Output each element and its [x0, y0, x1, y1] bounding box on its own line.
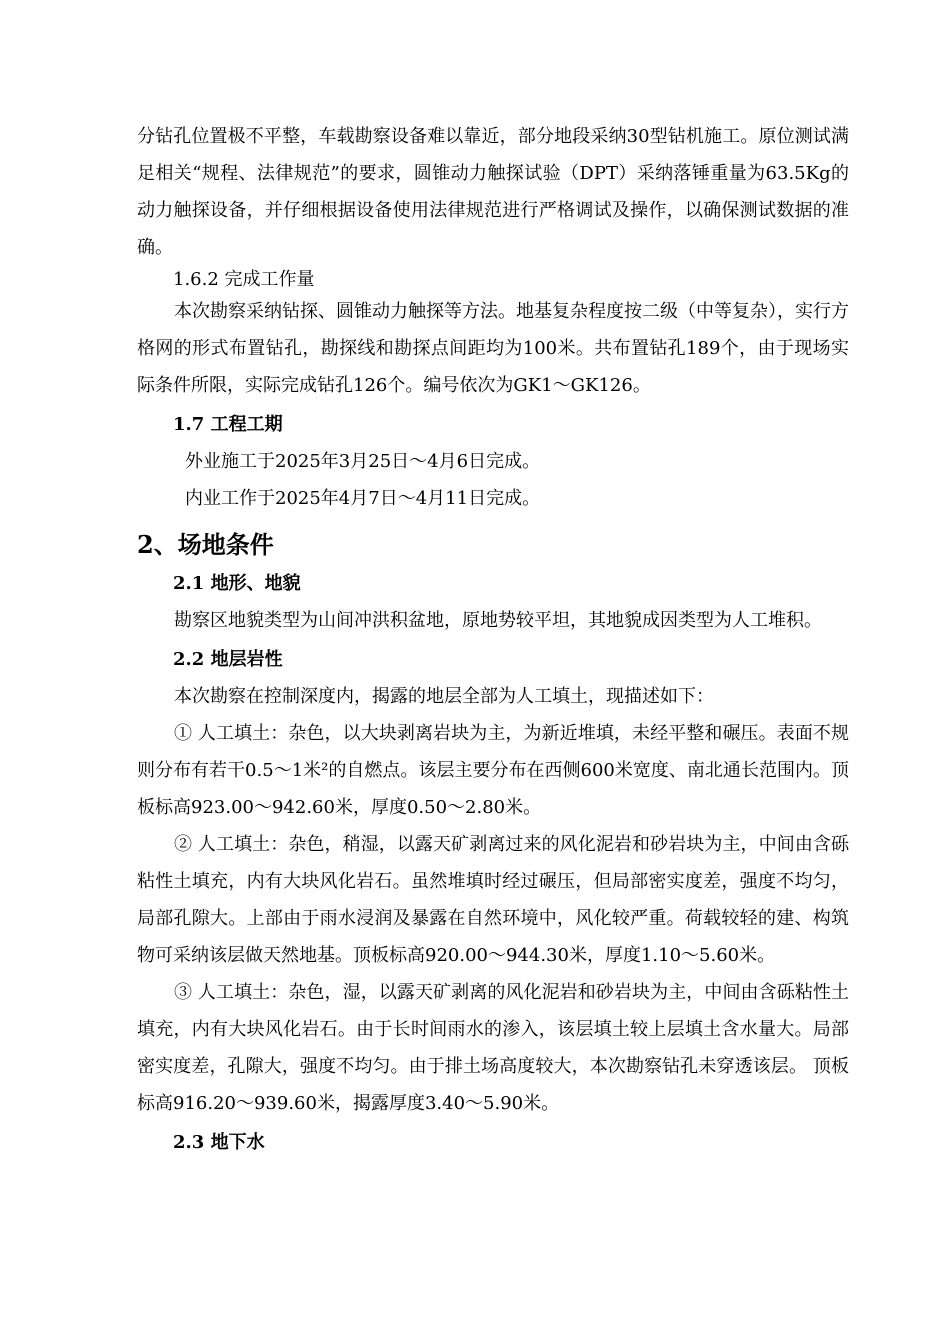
paragraph-landform: 勘察区地貌类型为山间冲洪积盆地，原地势较平坦，其地貌成因类型为人工堆积。: [174, 610, 822, 631]
paragraph-field-schedule: 外业施工于2025年3月25日～4月6日完成。: [185, 451, 541, 472]
heading-2-2: 2.2 地层岩性: [173, 649, 283, 670]
heading-2-1: 2.1 地形、地貌: [173, 573, 301, 594]
paragraph-strata-intro: 本次勘察在控制深度内，揭露的地层全部为人工填土，现描述如下：: [174, 686, 714, 707]
paragraph-drilling-equipment: 分钻孔位置极不平整，车载勘察设备难以靠近，部分地段采纳30型钻机施工。原位测试满足相关“规程、法律规范”的要求，圆锥动力触探试验（DPT）采纳落锤重量为63.5Kg的动力触探设备，并仔细根据设备使用法律规范进行严格调试及操作，以确保测试数据的准确。: [137, 126, 849, 258]
heading-1-7: 1.7 工程工期: [173, 414, 283, 435]
paragraph-office-schedule: 内业工作于2025年4月7日～4月11日完成。: [185, 488, 541, 509]
paragraph-fill-layer-2: ② 人工填土：杂色，稍湿，以露天矿剥离过来的风化泥岩和砂岩块为主，中间由含砾粘性土填充，内有大块风化岩石。虽然堆填时经过碾压，但局部密实度差，强度不均匀，局部孔隙大。上部由于雨水浸润及暴露在自然环境中，风化较严重。荷载较轻的建、构筑物可采纳该层做天然地基。顶板标高920.00～944.30米，厚度1.10～5.60米。: [137, 834, 849, 966]
heading-1-6-2: 1.6.2 完成工作量: [173, 269, 315, 290]
paragraph-workload: 本次勘察采纳钻探、圆锥动力触探等方法。地基复杂程度按二级（中等复杂），实行方格网的形式布置钻孔，勘探线和勘探点间距均为100米。共布置钻孔189个，由于现场实际条件所限，实际完成钻孔126个。编号依次为GK1～GK126。: [137, 301, 849, 396]
heading-2-site-conditions: 2、场地条件: [137, 530, 274, 559]
heading-2-3: 2.3 地下水: [173, 1132, 265, 1153]
paragraph-fill-layer-3: ③ 人工填土：杂色，湿，以露天矿剥离的风化泥岩和砂岩块为主，中间由含砾粘性土填充，内有大块风化岩石。由于长时间雨水的渗入，该层填土较上层填土含水量大。局部密实度差，孔隙大，强度不均匀。由于排土场高度较大，本次勘察钻孔未穿透该层。 顶板标高916.20～939.60米，揭露厚度3.40～5.90米。: [137, 982, 849, 1114]
paragraph-fill-layer-1: ① 人工填土：杂色，以大块剥离岩块为主，为新近堆填，未经平整和碾压。表面不规则分布有若干0.5～1米²的自燃点。该层主要分布在西侧600米宽度、南北通长范围内。顶板标高923.00～942.60米，厚度0.50～2.80米。: [137, 723, 849, 818]
document-body: [137, 118, 849, 1161]
